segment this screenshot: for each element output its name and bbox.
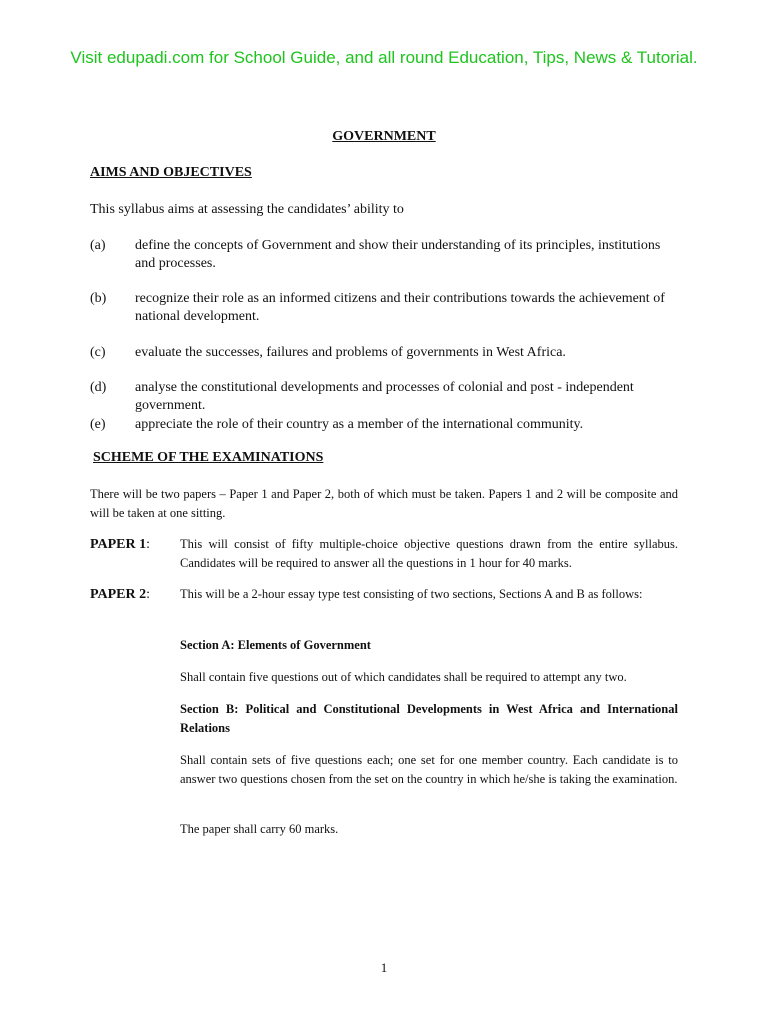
paper-2-marks: The paper shall carry 60 marks.: [180, 822, 339, 836]
scheme-heading: SCHEME OF THE EXAMINATIONS: [93, 450, 324, 465]
paper-1-label: [90, 535, 150, 554]
section-b-heading: Section B: Political and Constitutional Developments in West Africa and International Relations: [180, 702, 678, 735]
paper-1-text: This will consist of fifty multiple-choice objective questions drawn from the entire syllabus. Candidates will be required to answer all the questions in 1 hour for 40 marks.: [180, 537, 678, 570]
paper-1-colon: :: [146, 537, 151, 552]
objective-text: define the concepts of Government and show their understanding of its principles, institutions and processes.: [135, 238, 661, 271]
site-banner: Visit edupadi.com for School Guide, and all round Education, Tips, News & Tutorial.: [70, 48, 698, 67]
objective-text: recognize their role as an informed citizens and their contributions towards the achievement of national development.: [135, 291, 665, 324]
objective-label: (e): [90, 417, 106, 432]
paper-2-colon: :: [146, 587, 151, 602]
objective-text: analyse the constitutional developments and processes of colonial and post - independent government.: [135, 380, 634, 413]
objective-text: evaluate the successes, failures and problems of governments in West Africa.: [135, 345, 566, 360]
objective-label: (c): [90, 345, 106, 360]
section-a-heading: Section A: Elements of Government: [180, 638, 371, 652]
section-b-text: Shall contain sets of five questions each; one set for one member country. Each candidate is to answer two questions chosen from the set on the country in which he/she is taking the examination.: [180, 753, 678, 786]
aims-intro: This syllabus aims at assessing the candidates’ ability to: [90, 202, 404, 217]
paper-2-label-text: PAPER 2: [90, 587, 147, 602]
paper-2-label: [90, 585, 150, 604]
objective-label: (a): [90, 238, 106, 253]
objective-label: (d): [90, 380, 107, 395]
objective-text: appreciate the role of their country as a member of the international community.: [135, 417, 584, 432]
objective-label: (b): [90, 291, 107, 306]
paper-2-text: This will be a 2-hour essay type test consisting of two sections, Sections A and B as follows:: [180, 587, 643, 601]
document-title: GOVERNMENT: [332, 129, 436, 144]
page-number: 1: [380, 960, 388, 975]
aims-heading: AIMS AND OBJECTIVES: [90, 165, 252, 180]
scheme-intro: There will be two papers – Paper 1 and Paper 2, both of which must be taken. Papers 1 and 2 will be composite and will be taken at one sitting.: [90, 487, 678, 520]
paper-1-label-text: PAPER 1: [90, 537, 147, 552]
section-a-text: Shall contain five questions out of which candidates shall be required to attempt any two.: [180, 670, 627, 684]
